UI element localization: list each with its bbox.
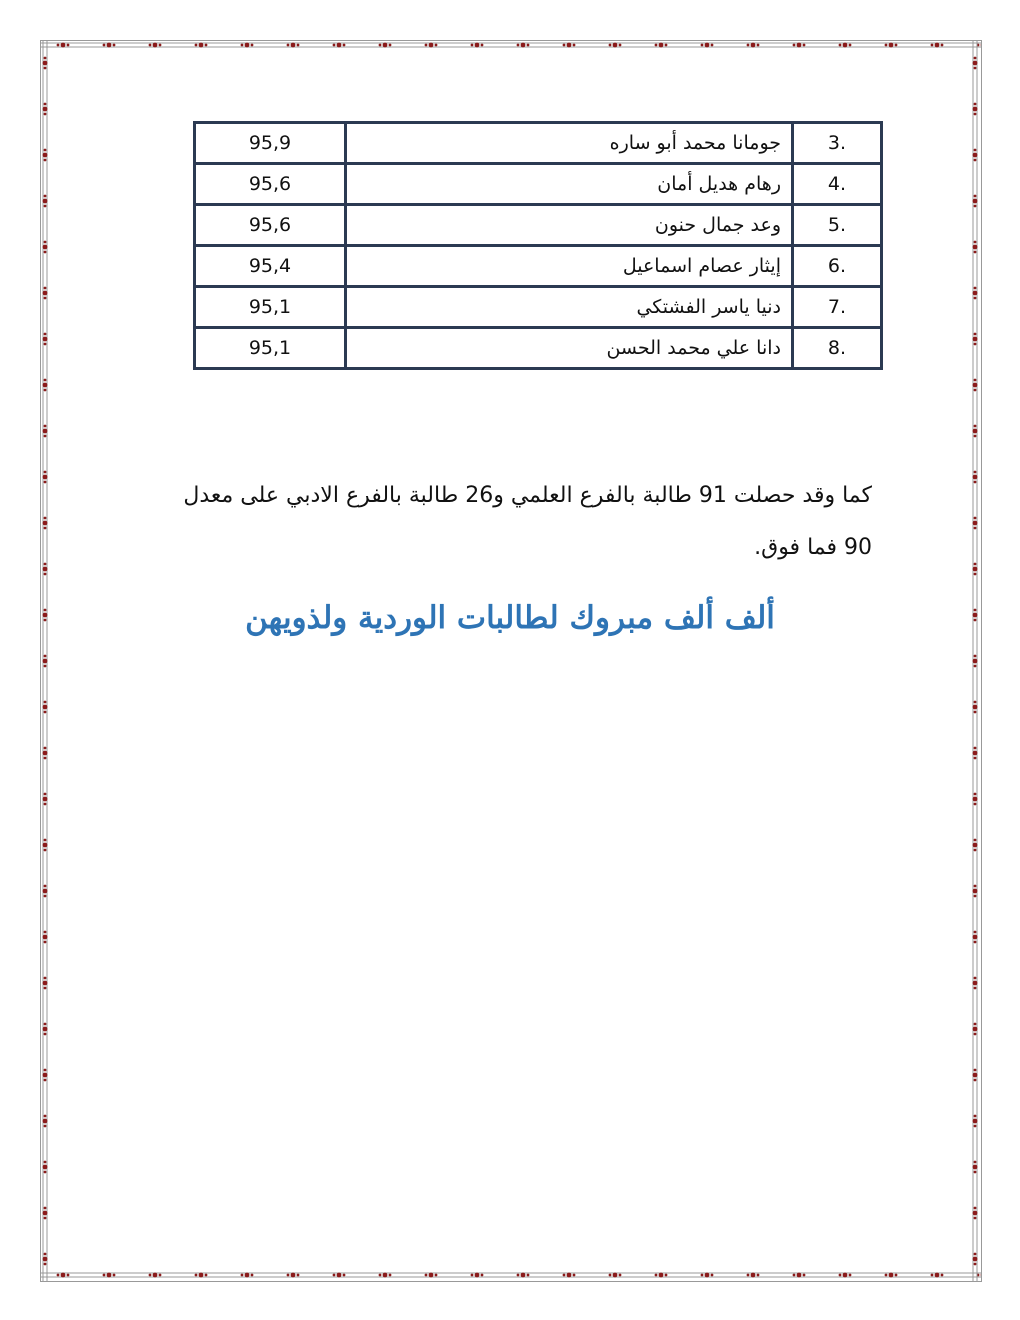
rank-cell: 6. — [793, 246, 882, 287]
student-name-cell: رهام هديل أمان — [346, 164, 793, 205]
score-cell: 95,9 — [195, 123, 346, 164]
table-row — [195, 287, 882, 328]
student-name-cell: دنيا ياسر الفشتكي — [346, 287, 793, 328]
summary-line-1: كما وقد حصلت 91 طالبة بالفرع العلمي و26 طالبة بالفرع الادبي على معدل — [183, 483, 872, 508]
score-cell: 95,1 — [195, 287, 346, 328]
score-cell: 95,6 — [195, 164, 346, 205]
rank-cell: 3. — [793, 123, 882, 164]
student-name-cell: دانا علي محمد الحسن — [346, 328, 793, 369]
student-name-cell: جومانا محمد أبو ساره — [346, 123, 793, 164]
top-students-table — [193, 121, 883, 370]
table-row — [195, 246, 882, 287]
table-row — [195, 328, 882, 369]
table-row — [195, 123, 882, 164]
score-cell: 95,1 — [195, 328, 346, 369]
student-name-cell: إيثار عصام اسماعيل — [346, 246, 793, 287]
score-cell: 95,6 — [195, 205, 346, 246]
rank-cell: 8. — [793, 328, 882, 369]
rank-cell: 7. — [793, 287, 882, 328]
summary-paragraph — [148, 470, 872, 574]
table-row — [195, 164, 882, 205]
rank-cell: 4. — [793, 164, 882, 205]
student-name-cell: وعد جمال حنون — [346, 205, 793, 246]
table-row — [195, 205, 882, 246]
rank-cell: 5. — [793, 205, 882, 246]
summary-line-2: 90 فما فوق. — [754, 535, 872, 560]
congratulations-heading: ألف ألف مبروك لطالبات الوردية ولذويهن — [245, 600, 775, 636]
score-cell: 95,4 — [195, 246, 346, 287]
